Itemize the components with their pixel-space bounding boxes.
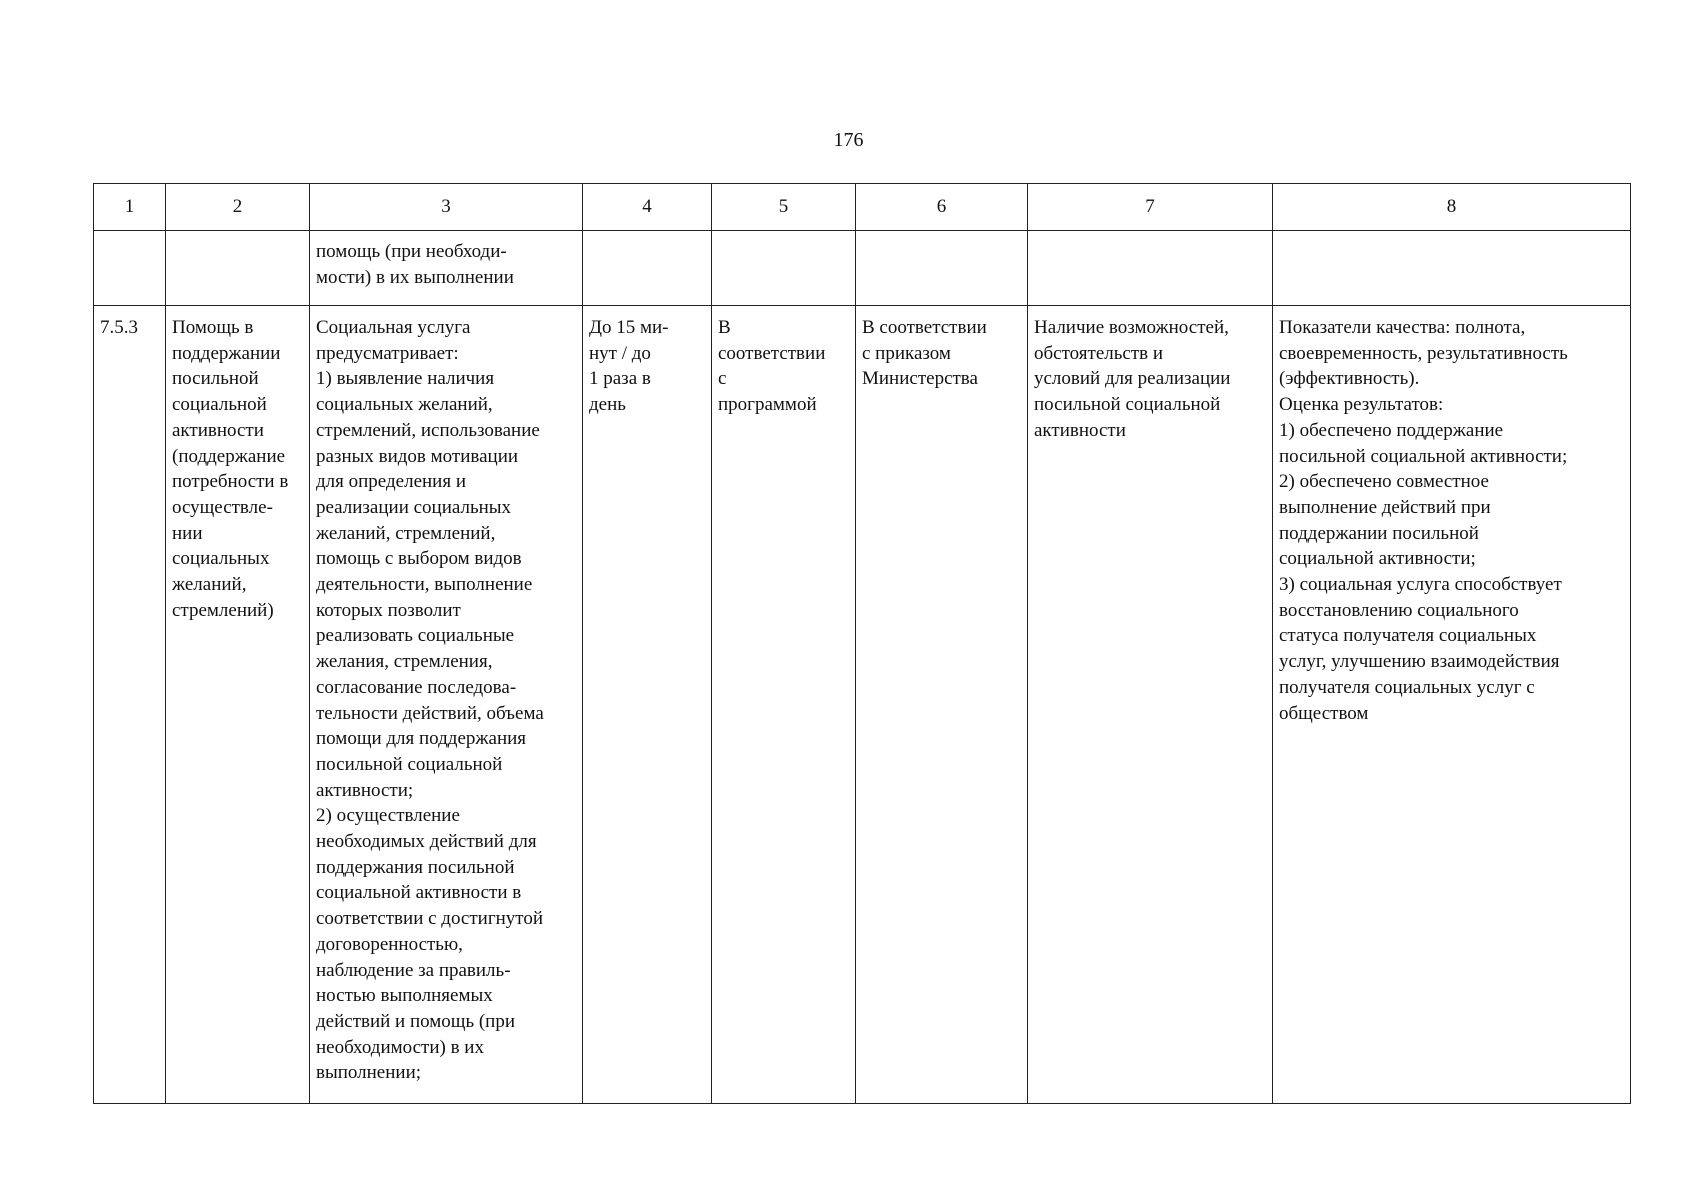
duration-text: До 15 ми- нут / до 1 раза в день bbox=[589, 317, 669, 416]
page-number: 176 bbox=[833, 129, 864, 151]
tariff-text: В соответствии с приказом Министерства bbox=[862, 317, 987, 390]
column-number-row bbox=[94, 184, 1631, 231]
table-row bbox=[94, 306, 1631, 1104]
frequency-text: В соответствии с программой bbox=[718, 317, 826, 416]
service-name-cell bbox=[166, 306, 310, 1104]
column-header-5: 5 bbox=[712, 184, 856, 231]
conditions-text: Наличие возможностей, обстоятельств и условий для реализации посильной социальной активности bbox=[1034, 317, 1231, 441]
table-cell-empty bbox=[583, 231, 712, 306]
continuation-description-text: помощь (при необходи- мости) в их выполнении bbox=[316, 241, 514, 288]
column-header-3: 3 bbox=[310, 184, 583, 231]
quality-indicators-cell bbox=[1273, 306, 1631, 1104]
duration-cell bbox=[583, 306, 712, 1104]
item-number-cell bbox=[94, 306, 166, 1104]
column-header-4: 4 bbox=[583, 184, 712, 231]
table-row-continuation bbox=[94, 231, 1631, 306]
continuation-description-cell bbox=[310, 231, 583, 306]
table-cell-empty bbox=[166, 231, 310, 306]
conditions-cell bbox=[1028, 306, 1273, 1104]
column-header-1: 1 bbox=[94, 184, 166, 231]
table-cell-empty bbox=[856, 231, 1028, 306]
table-cell-empty bbox=[1273, 231, 1631, 306]
frequency-cell bbox=[712, 306, 856, 1104]
column-header-7: 7 bbox=[1028, 184, 1273, 231]
column-header-8: 8 bbox=[1273, 184, 1631, 231]
item-number: 7.5.3 bbox=[100, 317, 138, 338]
table-cell-empty bbox=[94, 231, 166, 306]
tariff-cell bbox=[856, 306, 1028, 1104]
service-description: Социальная услуга предусматривает: 1) выявление наличия социальных желаний, стремлений, использование разных видов мотивации для определения и реализации социальных желаний, стремлений, помощь с выбором видов деятельности, выполнение которых позволит реализовать социальные желания, стремления, согласование последова- тельности действий, объема помощи для поддержания посильной социальной активности; 2) осуществление необходимых действий для поддержания посильной социальной активности в соответствии с достигнутой договоренностью, наблюдение за правиль- ностью выполняемых действий и помощь (при необходимости) в их выполнении; bbox=[316, 317, 544, 1084]
table-cell-empty bbox=[1028, 231, 1273, 306]
column-header-6: 6 bbox=[856, 184, 1028, 231]
table-cell-empty bbox=[712, 231, 856, 306]
service-name: Помощь в поддержании посильной социальной активности (поддержание потребности в осуществле- нии социальных желаний, стремлений) bbox=[172, 317, 289, 621]
service-description-cell bbox=[310, 306, 583, 1104]
services-table bbox=[93, 183, 1631, 1104]
quality-indicators-text: Показатели качества: полнота, своевременность, результативность (эффективность). Оценка результатов: 1) обеспечено поддержание посильной социальной активности; 2) обеспечено совместное выполнение действий при поддержании посильной социальной активности; 3) социальная услуга способствует восстановлению социального статуса получателя социальных услуг, улучшению взаимодействия получателя социальных услуг с обществом bbox=[1279, 317, 1568, 724]
column-header-2: 2 bbox=[166, 184, 310, 231]
